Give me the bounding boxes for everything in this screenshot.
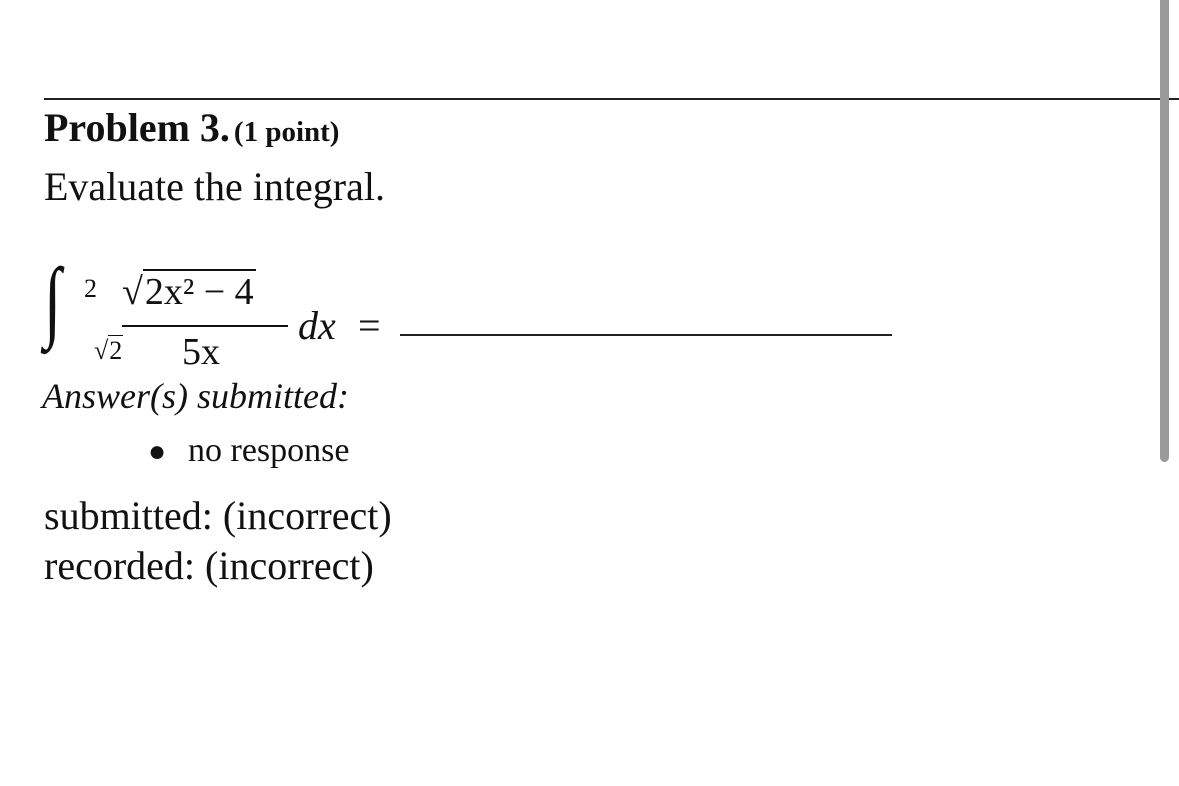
problem-heading xyxy=(44,104,339,151)
fraction-numerator xyxy=(122,270,256,314)
response-text: no response xyxy=(188,432,350,469)
integral-sign-icon: ∫ xyxy=(44,251,62,350)
fraction-bar xyxy=(122,325,288,327)
numerator-radicand: 2x² − 4 xyxy=(144,271,254,313)
answer-blank[interactable] xyxy=(400,334,892,336)
radical-sign-icon: √ xyxy=(122,271,143,313)
submitted-status: submitted: (incorrect) xyxy=(44,493,392,538)
bullet-icon: ● xyxy=(148,435,167,468)
lower-limit-radicand: 2 xyxy=(109,336,123,365)
problem-prompt: Evaluate the integral. xyxy=(44,164,385,209)
problem-points: (1 point) xyxy=(233,116,340,148)
answers-submitted-label: Answer(s) submitted: xyxy=(42,376,349,416)
differential: dx xyxy=(298,303,336,348)
integral-expression xyxy=(40,251,420,382)
fraction-denominator: 5x xyxy=(182,331,220,373)
problem-title: Problem 3. xyxy=(44,105,230,150)
equals-sign: = xyxy=(358,303,381,348)
list-item xyxy=(148,432,349,470)
response-list xyxy=(148,432,349,470)
lower-limit xyxy=(94,336,123,366)
recorded-status: recorded: (incorrect) xyxy=(44,543,374,588)
radical-sign-icon: √ xyxy=(94,336,109,365)
upper-limit: 2 xyxy=(84,274,97,303)
scrollbar[interactable] xyxy=(1160,0,1169,462)
top-divider xyxy=(44,98,1179,100)
